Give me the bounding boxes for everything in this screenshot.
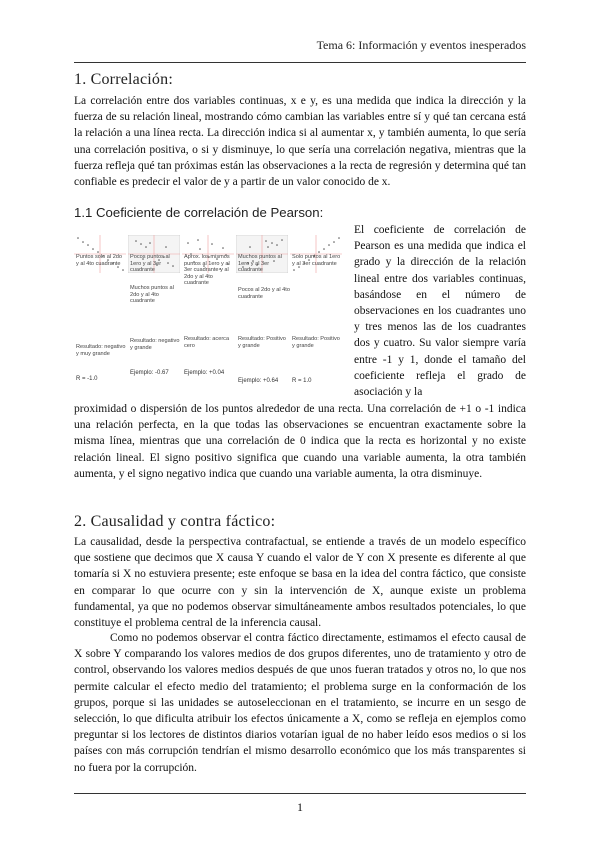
pearson-side-text: El coeficiente de correlación de Pearson es una medida que indica el grado y la dirección de la relación lineal entre dos variables continuas, basándose en el número de observaciones en los cuadrantes uno y tres menos las de los cuadrantes dos y cuatro. Su valor siempre varía entre -1 y 1, donde el tamaño del coeficiente refleja el grado de asociación y la [354, 224, 526, 399]
subsection-1-1-title: 1.1 Coeficiente de correlación de Pearson: [74, 205, 324, 220]
panel-1-example: R = -1.0 [76, 376, 98, 382]
correlation-figure [74, 232, 344, 392]
panel-5-result: Resultado: Positivo y grande [292, 336, 340, 349]
panel-4-example: Ejemplo: +0.64 [238, 378, 279, 384]
panel-4-description: Muchos puntos al 1ero y al 3er cuadrante [238, 254, 282, 274]
section-2-title: 2. Causalidad y contra fáctico: [74, 513, 276, 530]
page-number: 1 [297, 800, 303, 814]
pearson-continuation: proximidad o dispersión de los puntos alrededor de una recta. Una correlación de +1 o -1 indica una relación perfecta, en la que todas las observaciones se encuentran exactamente sobre la misma línea, mientras que una correlación de 0 indica que la recta es horizontal y no existe relación lineal. El signo positivo significa que cuando una variable aumenta, la otra también aumenta, y el signo negativo indica que cuando una variable aumenta, la otra disminuye. [74, 403, 526, 480]
header-rule [74, 62, 526, 63]
panel-3-example: Ejemplo: +0.04 [184, 370, 225, 376]
panel-1-description: Puntos solo al 2do y al 4to cuadrante [76, 254, 123, 267]
panel-1-result: Resultado: negativo y muy grande [76, 344, 126, 357]
panel-2-result: Resultado: negativo y grande [130, 338, 180, 351]
panel-2-example: Ejemplo: -0.67 [130, 370, 169, 376]
footer-rule [74, 793, 526, 794]
panel-4-result: Resultado: Positivo y grande [238, 336, 286, 349]
panel-5-description: Solo puntos al 1ero y al 3er cuadrante [292, 254, 341, 267]
panel-2-description: Pocos puntos al 1ero y al 3er cuadrante [130, 254, 170, 274]
panel-3-description: Aprox. los mismos puntos al 1ero y al 3er cuadrante y al 2do y al 4to cuadrante [184, 254, 230, 287]
panel-3-result: Resultado: acerca cero [184, 336, 230, 349]
panel-5-example: R = 1.0 [292, 378, 312, 384]
section-2-paragraph-2: Como no podemos observar el contra fáctico directamente, estimamos el efecto causal de X sobre Y comparando los valores medios de dos grupos diferentes, uno de tratamiento y otro de control, observando los valores medios después de que unos fueran tratados y otros no, lo que nos permite calcular el efecto medio del tratamiento; el problema surge en la conformación de los grupos, porque si las unidades se autoseleccionan en el tratamiento, se incurre en un sesgo de selección, lo que dificulta atribuir los efectos únicamente a X, como se refleja en ejemplos como preguntar si los lectores de distintos diarios votarían igual de no haber leído esos medios o si los países con más corrupción tendrían el mismo desarrollo económico que los más transparentes si no fuera por la corrupción. [74, 632, 526, 774]
section-2-paragraph-1: La causalidad, desde la perspectiva contrafactual, se entiende a través de un modelo específico que sostiene que decimos que X causa Y cuando el valor de Y con X presente es diferente al que tomaría si X no estuviera presente; este enfoque se basa en la idea del contra fáctico, que consiste en comparar lo que ocurre con y sin la intervención de X, aunque existe un problema fundamental, ya que no podemos observar simultáneamente ambos resultados potenciales, lo que constituye el problema central de la inferencia causal. [74, 536, 526, 630]
section-1-paragraph: La correlación entre dos variables continuas, x e y, es una medida que indica la dirección y la fuerza de su relación lineal, mostrando cómo cambian las variables entre sí y qué tan cercana está la relación a una línea recta. La dirección indica si al aumentar x, y también aumenta, lo que sería una correlación positiva, o si y disminuye, lo que sería una correlación negativa, mientras que la fuerza refleja qué tan próximas están las observaciones a la recta de regresión y determina qué tan confiable es predecir el valor de y a partir de un valor conocido de x. [74, 95, 526, 189]
panel-2-many-points: Muchos puntos al 2do y al 4to cuadrante [130, 285, 174, 305]
running-header: Tema 6: Información y eventos inesperados [316, 38, 526, 52]
section-1-title: 1. Correlación: [74, 71, 173, 88]
panel-4-many-points: Pocos al 2do y al 4to cuadrante [238, 287, 290, 300]
